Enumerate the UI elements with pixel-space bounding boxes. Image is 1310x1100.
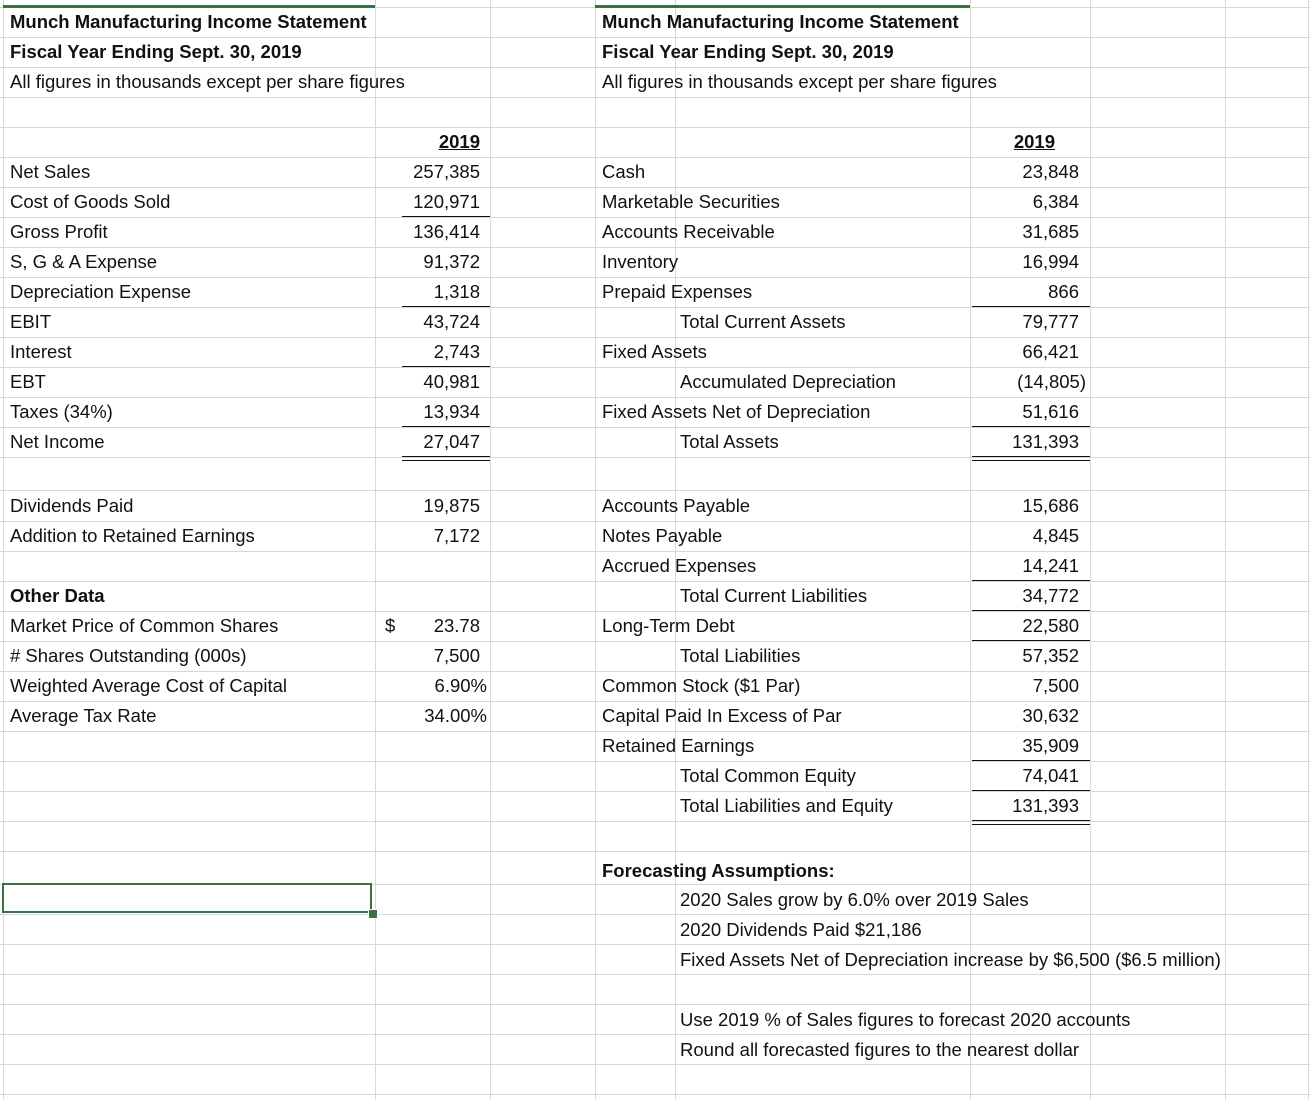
grid-line: [0, 157, 1310, 158]
liability-label[interactable]: Retained Earnings: [602, 735, 755, 756]
grid-line: [0, 490, 1310, 491]
cell-border: [972, 760, 1090, 761]
grid-line: [0, 37, 1310, 38]
liability-value[interactable]: 4,845: [1032, 525, 1079, 546]
grid-line: [0, 247, 1310, 248]
liability-value[interactable]: 35,909: [1022, 735, 1079, 756]
asset-label[interactable]: Cash: [602, 161, 646, 182]
grid-line: [0, 671, 1310, 672]
liability-value[interactable]: 74,041: [1022, 765, 1079, 786]
income-value[interactable]: 13,934: [423, 401, 480, 422]
cell-border: [972, 580, 1090, 581]
asset-label[interactable]: Accumulated Depreciation: [680, 371, 896, 392]
grid-line: [0, 1004, 1310, 1005]
grid-line: [595, 0, 596, 1100]
forecast-item[interactable]: 2020 Dividends Paid $21,186: [680, 919, 922, 940]
grid-line: [0, 307, 1310, 308]
other-value[interactable]: 7,500: [433, 645, 480, 666]
income-value[interactable]: 27,047: [423, 431, 480, 452]
right-note[interactable]: All figures in thousands except per share figures: [602, 71, 997, 92]
income-label[interactable]: Net Sales: [10, 161, 91, 182]
asset-value[interactable]: (14,805): [1017, 371, 1086, 392]
grid-line: [675, 0, 676, 1100]
grid-line: [0, 427, 1310, 428]
income-value[interactable]: 2,743: [433, 341, 480, 362]
asset-value[interactable]: 16,994: [1022, 251, 1079, 272]
income-value[interactable]: 1,318: [433, 281, 480, 302]
other-label[interactable]: Market Price of Common Shares: [10, 615, 279, 636]
other-value[interactable]: 34.00%: [424, 705, 487, 726]
grid-line: [0, 581, 1310, 582]
liability-label[interactable]: Accounts Payable: [602, 495, 751, 516]
grid-line: [0, 277, 1310, 278]
left-subtitle[interactable]: Fiscal Year Ending Sept. 30, 2019: [10, 41, 302, 62]
left-year-header[interactable]: 2019: [438, 131, 480, 152]
liability-value[interactable]: 22,580: [1022, 615, 1079, 636]
grid-line: [0, 457, 1310, 458]
grid-line: [0, 1034, 1310, 1035]
dividend-value[interactable]: 7,172: [433, 525, 480, 546]
income-label[interactable]: Gross Profit: [10, 221, 108, 242]
grid-line: [0, 187, 1310, 188]
grid-line: [0, 701, 1310, 702]
asset-value[interactable]: 51,616: [1022, 401, 1079, 422]
header-accent: [3, 5, 375, 8]
asset-value[interactable]: 23,848: [1022, 161, 1079, 182]
grid-line: [0, 821, 1310, 822]
asset-value[interactable]: 866: [1048, 281, 1079, 302]
cell-border: [972, 426, 1090, 427]
grid-line: [0, 97, 1310, 98]
grid-line: [375, 0, 376, 1100]
grid-line: [0, 611, 1310, 612]
asset-label[interactable]: Prepaid Expenses: [602, 281, 753, 302]
cell-border: [972, 640, 1090, 641]
cell-border: [402, 216, 490, 217]
instruction-item[interactable]: Round all forecasted figures to the nearest dollar: [680, 1039, 1080, 1060]
income-label[interactable]: Interest: [10, 341, 72, 362]
asset-label[interactable]: Marketable Securities: [602, 191, 780, 212]
double-underline: [972, 456, 1090, 461]
other-label[interactable]: Average Tax Rate: [10, 705, 157, 726]
asset-label[interactable]: Accounts Receivable: [602, 221, 775, 242]
asset-value[interactable]: 131,393: [1012, 431, 1079, 452]
dividend-value[interactable]: 19,875: [423, 495, 480, 516]
grid-line: [0, 127, 1310, 128]
cell-border: [972, 610, 1090, 611]
grid-line: [0, 217, 1310, 218]
grid-line: [0, 367, 1310, 368]
grid-line: [1225, 0, 1226, 1100]
other-data-heading[interactable]: Other Data: [10, 585, 105, 606]
income-label[interactable]: EBT: [10, 371, 46, 392]
liability-value[interactable]: 34,772: [1022, 585, 1079, 606]
asset-value[interactable]: 6,384: [1032, 191, 1079, 212]
left-title[interactable]: Munch Manufacturing Income Statement: [10, 11, 367, 32]
grid-line: [0, 731, 1310, 732]
grid-line: [3, 0, 4, 1100]
forecast-heading[interactable]: Forecasting Assumptions:: [602, 860, 835, 881]
grid-line: [1090, 0, 1091, 1100]
income-value[interactable]: 120,971: [413, 191, 480, 212]
liability-label[interactable]: Total Liabilities and Equity: [680, 795, 893, 816]
liability-label[interactable]: Total Common Equity: [680, 765, 856, 786]
income-label[interactable]: Cost of Goods Sold: [10, 191, 171, 212]
liability-label[interactable]: Common Stock ($1 Par): [602, 675, 801, 696]
other-label[interactable]: # Shares Outstanding (000s): [10, 645, 247, 666]
liability-label[interactable]: Total Current Liabilities: [680, 585, 868, 606]
cell-border: [402, 366, 490, 367]
grid-line: [490, 0, 491, 1100]
active-cell-selection[interactable]: [2, 883, 372, 913]
liability-label[interactable]: Total Liabilities: [680, 645, 801, 666]
forecast-item[interactable]: 2020 Sales grow by 6.0% over 2019 Sales: [680, 889, 1029, 910]
income-value[interactable]: 43,724: [423, 311, 480, 332]
asset-label[interactable]: Total Assets: [680, 431, 779, 452]
liability-label[interactable]: Long-Term Debt: [602, 615, 735, 636]
grid-line: [0, 1094, 1310, 1095]
grid-line: [0, 1064, 1310, 1065]
asset-label[interactable]: Fixed Assets: [602, 341, 707, 362]
dividend-label[interactable]: Dividends Paid: [10, 495, 134, 516]
grid-line: [1308, 0, 1309, 1100]
double-underline: [972, 820, 1090, 825]
dividend-label[interactable]: Addition to Retained Earnings: [10, 525, 255, 546]
left-note[interactable]: All figures in thousands except per share figures: [10, 71, 405, 92]
instruction-item[interactable]: Use 2019 % of Sales figures to forecast 2020 accounts: [680, 1009, 1131, 1030]
grid-line: [0, 641, 1310, 642]
right-year-header[interactable]: 2019: [1013, 131, 1055, 152]
liability-value[interactable]: 7,500: [1032, 675, 1079, 696]
income-value[interactable]: 40,981: [423, 371, 480, 392]
asset-value[interactable]: 31,685: [1022, 221, 1079, 242]
grid-line: [0, 944, 1310, 945]
asset-label[interactable]: Inventory: [602, 251, 679, 272]
asset-label[interactable]: Total Current Assets: [680, 311, 846, 332]
other-label[interactable]: Weighted Average Cost of Capital: [10, 675, 287, 696]
cell-border: [402, 306, 490, 307]
grid-line: [0, 791, 1310, 792]
header-accent: [595, 5, 970, 8]
grid-line: [0, 521, 1310, 522]
asset-value[interactable]: 66,421: [1022, 341, 1079, 362]
liability-label[interactable]: Notes Payable: [602, 525, 723, 546]
right-title[interactable]: Munch Manufacturing Income Statement: [602, 11, 959, 32]
grid-line: [0, 337, 1310, 338]
cell-border: [972, 790, 1090, 791]
income-value[interactable]: 136,414: [413, 221, 480, 242]
grid-line: [0, 914, 1310, 915]
fill-handle[interactable]: [368, 909, 378, 919]
grid-line: [0, 761, 1310, 762]
grid-line: [0, 397, 1310, 398]
other-value[interactable]: 23.78: [433, 615, 480, 636]
income-label[interactable]: S, G & A Expense: [10, 251, 158, 272]
income-label[interactable]: Taxes (34%): [10, 401, 113, 422]
right-subtitle[interactable]: Fiscal Year Ending Sept. 30, 2019: [602, 41, 894, 62]
liability-value[interactable]: 30,632: [1022, 705, 1079, 726]
income-value[interactable]: 91,372: [423, 251, 480, 272]
liability-label[interactable]: Capital Paid In Excess of Par: [602, 705, 842, 726]
grid-line: [970, 0, 971, 1100]
grid-line: [0, 551, 1310, 552]
liability-label[interactable]: Accrued Expenses: [602, 555, 757, 576]
double-underline: [402, 456, 490, 461]
income-label[interactable]: Depreciation Expense: [10, 281, 191, 302]
liability-value[interactable]: 131,393: [1012, 795, 1079, 816]
liability-value[interactable]: 15,686: [1022, 495, 1079, 516]
income-label[interactable]: EBIT: [10, 311, 52, 332]
liability-value[interactable]: 14,241: [1022, 555, 1079, 576]
other-value[interactable]: 6.90%: [434, 675, 487, 696]
grid-line: [0, 67, 1310, 68]
grid-line: [0, 851, 1310, 852]
cell-border: [402, 426, 490, 427]
asset-label[interactable]: Fixed Assets Net of Depreciation: [602, 401, 871, 422]
cell-border: [972, 306, 1090, 307]
forecast-item[interactable]: Fixed Assets Net of Depreciation increase by $6,500 ($6.5 million): [680, 949, 1221, 970]
currency-symbol: $: [385, 615, 396, 636]
grid-line: [0, 974, 1310, 975]
liability-value[interactable]: 57,352: [1022, 645, 1079, 666]
asset-value[interactable]: 79,777: [1022, 311, 1079, 332]
income-value[interactable]: 257,385: [413, 161, 480, 182]
income-label[interactable]: Net Income: [10, 431, 105, 452]
